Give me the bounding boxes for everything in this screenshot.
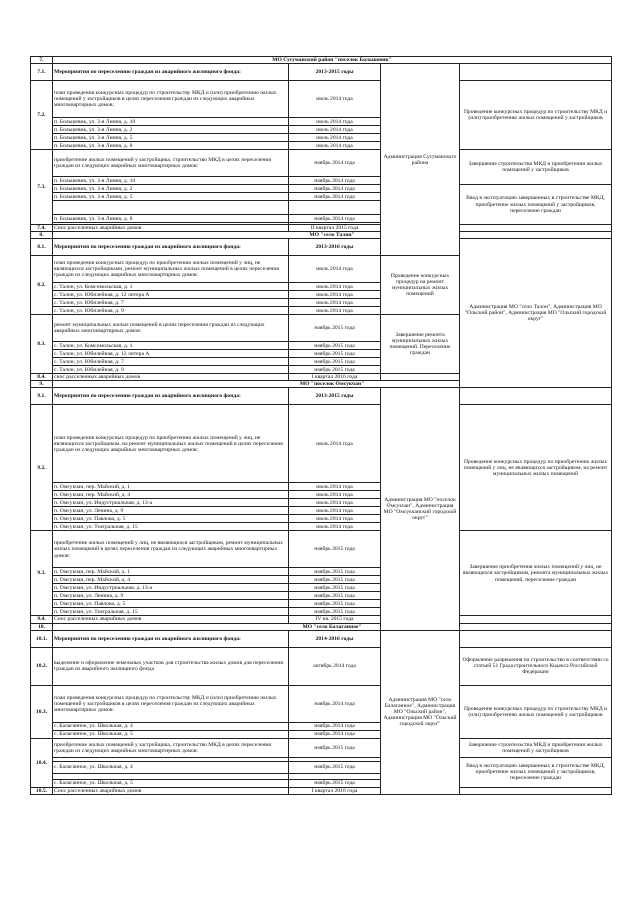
address: п. Большевик, ул. 3-я Линия, д. 2 (53, 185, 289, 193)
address-date: июль 2014 года (289, 483, 381, 491)
section-number: 7. (31, 57, 53, 64)
address: с. Талон, ул. Юбилейная, д. 12 литера А (53, 350, 289, 358)
result-cell (460, 616, 612, 623)
row-number: 7.2. (31, 81, 53, 150)
row-number: 10.1. (31, 630, 53, 647)
address-date: ноябрь 2015 года (289, 358, 381, 366)
result-cell: Завершение строительства МКД и приобретения жилых помещений у застройщиков (460, 738, 612, 757)
row-date: октябрь 2014 года (289, 647, 381, 685)
section-number: 9. (31, 381, 53, 388)
address: с. Балаганное, ул. Школьная, д. 5 (53, 779, 289, 787)
row-date: июль 2014 года (289, 256, 381, 283)
address-date: июль 2014 года (289, 515, 381, 523)
address-date: июль 2014 года (289, 499, 381, 507)
table-row (31, 225, 612, 232)
address: п. Большевик, ул. 3-я Линия, д. 8 (53, 142, 289, 150)
address: п. Большевик, ул. 3-я Линия, д. 5 (53, 193, 289, 201)
result-cell (460, 630, 612, 647)
row-text: Снос расселенных аварийных домов (53, 787, 289, 794)
address: с. Балаганное, ул. Школьная, д. 5 (53, 730, 289, 738)
address: п. Большевик, ул. 3-я Линия, д. 8 (53, 215, 289, 223)
address-date: ноябрь 2015 года (289, 779, 381, 787)
address: с. Балаганное, ул. Школьная, д. 4 (53, 761, 289, 773)
address-date: ноябрь 2014 года (289, 722, 381, 730)
result-cell: Ввод в эксплуатацию завершенных в строительстве МКД, приобретение жилых помещений у застройщиков, переселение граждан (460, 185, 612, 225)
address-date: июль 2014 года (289, 307, 381, 315)
address-date: ноябрь 2015 года (289, 350, 381, 358)
row-number: 10.4. (31, 738, 53, 787)
row-date: ноябрь 2015 года (289, 315, 381, 342)
row-number: 8.1. (31, 239, 53, 256)
address: с. Талон, ул. Юбилейная, д. 9 (53, 307, 289, 315)
row-date: июль 2014 года (289, 405, 381, 483)
row-number: 7.3. (31, 150, 53, 225)
result-cell: Ввод в эксплуатацию завершенных в строительстве МКД, приобретение жилых помещений у застройщиков, переселение граждан (460, 757, 612, 787)
address: с. Балаганное, ул. Школьная, д. 4 (53, 722, 289, 730)
address: с. Талон, ул. Комсомольская, д. 1 (53, 283, 289, 291)
address: п. Омсукчан, ул. Ленина, д. 9 (53, 507, 289, 515)
address-row (31, 185, 612, 193)
row-text: Мероприятия по переселению граждан из аварийного жилищного фонда: (53, 64, 289, 81)
address-date: ноябрь 2014 года (289, 215, 381, 223)
row-period: 2013-2015 годы (289, 64, 381, 81)
row-date: ноябрь 2015 года (289, 738, 381, 757)
address-date: июль 2014 года (289, 491, 381, 499)
row-date: I квартал 2016 года (289, 374, 381, 381)
row-number: 8.2. (31, 256, 53, 315)
address-date: ноябрь 2015 года (289, 584, 381, 592)
section-title: МО Сусуманский район "поселок Большевик" (53, 57, 612, 64)
address: п. Омсукчан, ул. Индустриальная, д. 13-а (53, 499, 289, 507)
address-date: июль 2014 года (289, 126, 381, 134)
section-title: МО "село Талон" (53, 232, 612, 239)
address: п. Омсукчан, ул. Павлова, д. 5 (53, 600, 289, 608)
row-number: 9.4. (31, 616, 53, 623)
address: п. Омсукчан, пер. Майский, д. 4 (53, 491, 289, 499)
row-text: приобретение жилых помещений у застройщика, строительство МКД в целях переселения граждан из следующих аварийных многоквартирных домов: (53, 738, 289, 757)
row-text: Снос расселенных аварийных домов (53, 616, 289, 623)
table-row (31, 405, 612, 483)
result-cell: Завершение ремонта муниципальных жилых помещений. Переселение граждан (381, 315, 460, 374)
row-number: 8.4. (31, 374, 53, 381)
row-number: 7.1. (31, 64, 53, 81)
row-text: выделение и оформление земельных участков для строительства жилых домов для переселения граждан из аварийного жилищного фонда (53, 647, 289, 685)
address-date: ноябрь 2015 года (289, 608, 381, 616)
section-9-header (31, 381, 612, 388)
address-date: ноябрь 2015 года (289, 366, 381, 374)
address-date: июль 2014 года (289, 283, 381, 291)
table-row (31, 150, 612, 177)
address-date: июль 2014 года (289, 523, 381, 531)
row-text: план проведения конкурсных процедур по строительству МКД и (или) приобретению жилых помещений у застройщиков в целях переселения граждан из следующих аварийных многоквартирных домов: (53, 81, 289, 118)
row-text: приобретение жилых помещений у лиц, не являющихся застройщиком, ремонт муниципальных жилых помещений в целях переселения граждан из следующих аварийных многоквартирных домов: (53, 531, 289, 568)
row-number: 10.2. (31, 647, 53, 685)
address: с. Талон, ул. Юбилейная, д. 7 (53, 299, 289, 307)
address: п. Омсукчан, ул. Ленина, д. 9 (53, 592, 289, 600)
address: п. Омсукчан, пер. Майский, д. 1 (53, 568, 289, 576)
table-row (31, 630, 612, 647)
row-number: 9.2. (31, 405, 53, 531)
row-text: план проведения конкурсных процедур по приобретению жилых помещений у лиц, не являющихся застройщиком, на ремонт муниципальных жилых помещений в целях переселения граждан из следующих аварийных многоквартирных домов: (53, 405, 289, 483)
executor-cell: Администрация МО "поселок Омсукчан", Администрация МО "Омсукчанский городской округ" (381, 388, 460, 630)
address-date: ноябрь 2015 года (289, 576, 381, 584)
row-number: 8.3. (31, 315, 53, 374)
section-number: 8. (31, 232, 53, 239)
program-table-sheet (30, 56, 611, 795)
address: с. Талон, ул. Юбилейная, д. 12 литера А (53, 291, 289, 299)
address-date: ноябрь 2014 года (289, 177, 381, 185)
row-text: Снос расселенных аварийных домов (53, 225, 289, 232)
address: п. Большевик, ул. 3-я Линия, д. 2 (53, 126, 289, 134)
address-date: ноябрь 2014 года (289, 730, 381, 738)
row-text: Мероприятия по переселению граждан из аварийного жилищного фонда: (53, 239, 289, 256)
address: п. Омсукчан, ул. Павлова, д. 5 (53, 515, 289, 523)
table-row (31, 64, 612, 81)
row-number: 9.1. (31, 388, 53, 405)
address-date: июль 2014 года (289, 142, 381, 150)
table-row (31, 738, 612, 757)
result-cell (460, 64, 612, 81)
result-cell: Проведение конкурсных процедур по приобретению жилых помещений у лиц, не являющихся застройщиком, на ремонт муниципальных жилых помещений (460, 405, 612, 531)
address-date: ноябрь 2015 года (289, 600, 381, 608)
section-title: МО "село Балаганное" (53, 623, 612, 630)
result-cell (460, 225, 612, 232)
result-cell (460, 388, 612, 405)
row-text: Мероприятия по переселению граждан из аварийного жилищного фонда: (53, 630, 289, 647)
address: п. Большевик, ул. 3-я Линия, д. 10 (53, 118, 289, 126)
result-cell: Завершение строительства МКД и приобретения жилых помещений у застройщиков (460, 150, 612, 185)
address: п. Большевик, ул. 3-я Линия, д. 5 (53, 134, 289, 142)
address: с. Талон, ул. Комсомольская, д. 1 (53, 342, 289, 350)
table-row (31, 616, 612, 623)
result-cell: Проведение конкурсных процедур по строительству МКД и (или) приобретению жилых помещений у застройщиков (460, 81, 612, 150)
address: п. Большевик, ул. 3-я Линия, д. 10 (53, 177, 289, 185)
address: п. Омсукчан, пер. Майский, д. 4 (53, 576, 289, 584)
result-cell: Оформление разрешения на строительство в соответствии со статьей 51 Градостроительного Кодекса Российской Федерации (460, 647, 612, 685)
table-row (31, 531, 612, 568)
address-date: июль 2014 года (289, 507, 381, 515)
address-date: ноябрь 2015 года (289, 761, 381, 773)
row-date: IV кв. 2015 года (289, 616, 381, 623)
address: п. Омсукчан, пер. Майский, д. 1 (53, 483, 289, 491)
row-date: ноябрь 2014 года (289, 150, 381, 177)
section-number: 10. (31, 623, 53, 630)
address: п. Омсукчан, ул. Индустриальная, д. 13-а (53, 584, 289, 592)
address-date: июль 2014 года (289, 299, 381, 307)
row-date: II квартал 2015 года (289, 225, 381, 232)
table-row (31, 787, 612, 794)
row-date: июль 2014 года (289, 81, 381, 118)
executor-cell: Администрация Сусуманского района (381, 64, 460, 256)
row-text: Мероприятия по переселению граждан из аварийного жилищного фонда: (53, 388, 289, 405)
address-date: ноябрь 2015 года (289, 568, 381, 576)
address-date: ноябрь 2015 года (289, 592, 381, 600)
executor-cell: Администрация МО "село Талон", Администрация МО "Ольский район", Администрация МО "Ольский городской округ" (460, 239, 612, 388)
row-period: 2013-2015 годы (289, 388, 381, 405)
address-date: июль 2014 года (289, 118, 381, 126)
table-row (31, 388, 612, 405)
address-date: ноябрь 2014 года (289, 185, 381, 193)
address-date: ноябрь 2014 года (289, 193, 381, 201)
result-cell: Проведение конкурсных процедур на ремонт муниципальных жилых помещений (381, 256, 460, 315)
result-cell: Проведение конкурсных процедур по строительству МКД и (или) приобретению жилых помещений у застройщиков (460, 685, 612, 738)
address: п. Омсукчан, ул. Театральная, д. 15 (53, 608, 289, 616)
address: с. Талон, ул. Юбилейная, д. 7 (53, 358, 289, 366)
section-7-header (31, 57, 612, 64)
result-cell (381, 374, 460, 381)
row-date: I квартал 2016 года (289, 787, 381, 794)
row-period: 2014-2016 годы (289, 630, 381, 647)
row-number: 7.4. (31, 225, 53, 232)
row-text: ремонт муниципальных жилых помещений в целях переселения граждан из следующих аварийных многоквартирных домов: (53, 315, 289, 342)
row-text: план проведения конкурсных процедур по строительству МКД и (или) приобретению жилых помещений у застройщиков в целях переселения граждан из следующих аварийных многоквартирных домов: (53, 685, 289, 722)
table-row (31, 239, 612, 256)
section-10-header (31, 623, 612, 630)
row-period: 2013-2016 годы (289, 239, 381, 256)
address: с. Талон, ул. Юбилейная, д. 9 (53, 366, 289, 374)
table-row (31, 647, 612, 685)
address: п. Омсукчан, ул. Театральная, д. 15 (53, 523, 289, 531)
row-number: 10.3. (31, 685, 53, 738)
address-date: июль 2014 года (289, 291, 381, 299)
row-number: 10.5. (31, 787, 53, 794)
address-date: июль 2014 года (289, 134, 381, 142)
row-number: 9.3. (31, 531, 53, 616)
row-text: приобретение жилых помещений у застройщика, строительство МКД в целях переселения граждан из следующих аварийных многоквартирных домов: (53, 150, 289, 177)
result-cell: Завершение приобретения жилых помещений у лиц, не являющихся застройщиком, ремонта муниципальных жилых помещений, переселение граждан (460, 531, 612, 616)
table-row (31, 81, 612, 118)
row-text: снос расселенных аварийных домов (53, 374, 289, 381)
row-text: план проведения конкурсных процедур по приобретению жилых помещений у лиц, не являющихся застройщиками, ремонт муниципальных жилых помещений в целях переселения граждан из следующих аварийных многоквартирных домов: (53, 256, 289, 283)
executor-cell: Администрация МО "село Балаганное", Администрация МО "Ольский район", Администрация МО "Ольский городской округ" (381, 630, 460, 794)
section-title: МО "поселок Омсукчан" (53, 381, 612, 388)
result-cell (460, 787, 612, 794)
address-date: ноябрь 2015 года (289, 342, 381, 350)
row-date: ноябрь 2015 года (289, 531, 381, 568)
row-date: ноябрь 2014 года (289, 685, 381, 722)
program-table (30, 56, 612, 795)
table-row (31, 685, 612, 722)
section-8-header (31, 232, 612, 239)
